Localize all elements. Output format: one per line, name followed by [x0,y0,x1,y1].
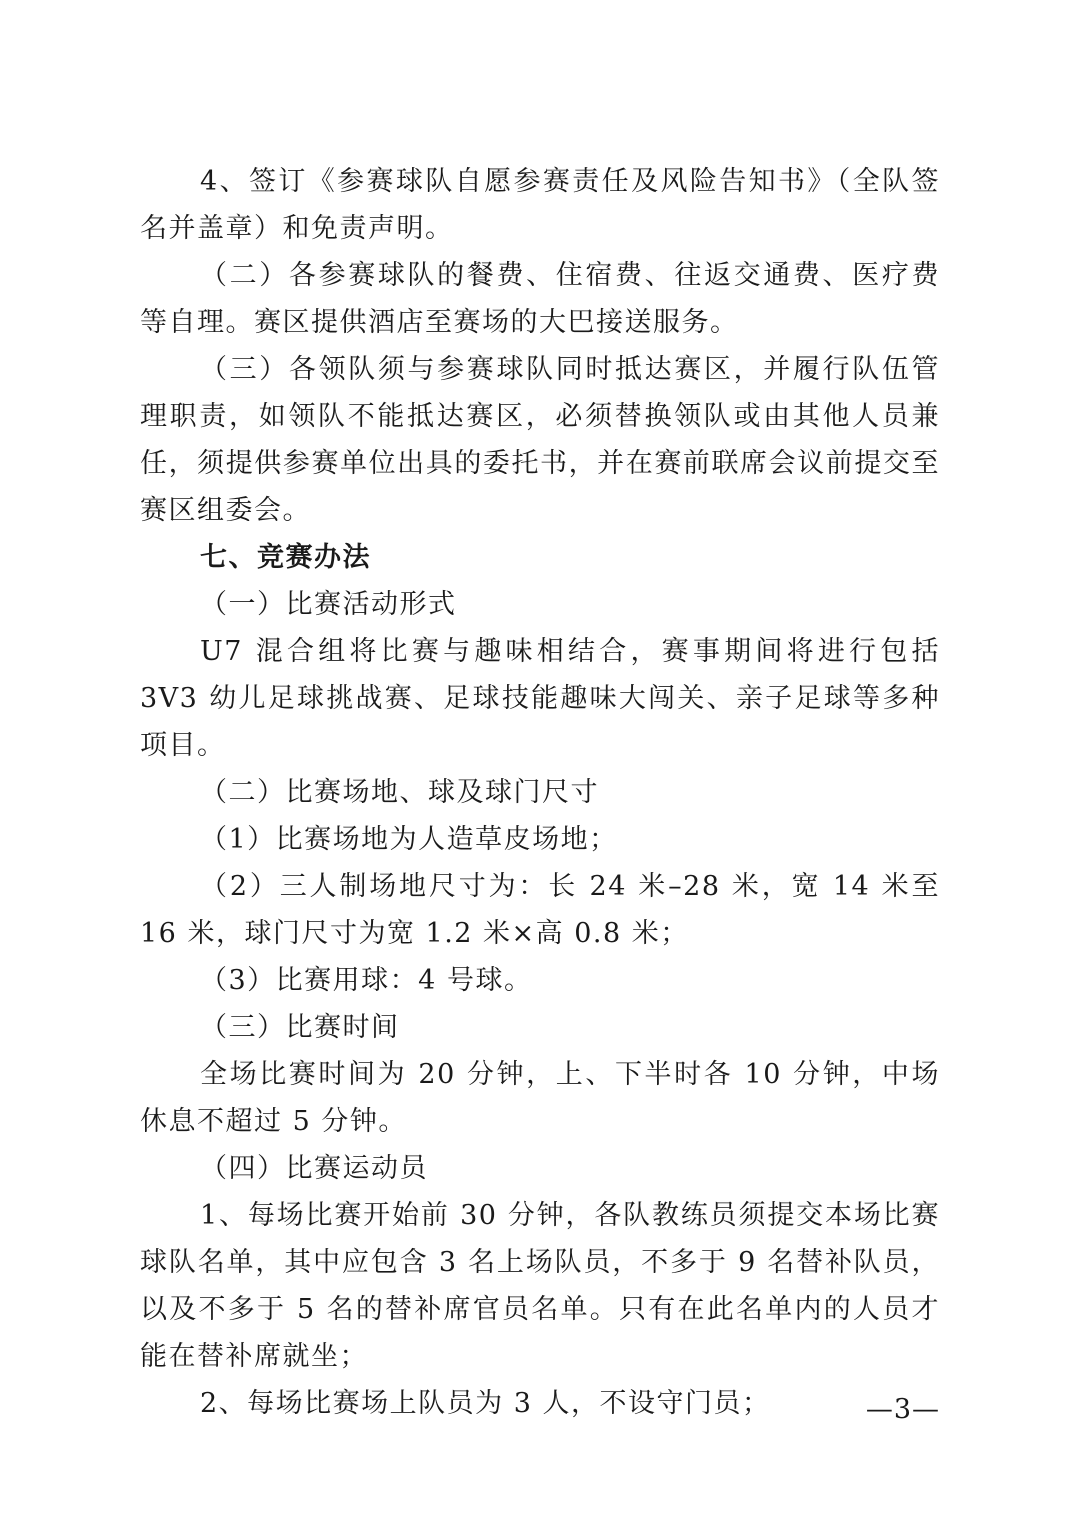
subheading-players: （四）比赛运动员 [200,1153,428,1184]
subheading-field-ball-goal: （二）比赛场地、球及球门尺寸 [200,777,599,808]
subheading-activity-format: （一）比赛活动形式 [200,589,457,620]
section-heading-competition-method: 七、竞赛办法 [200,542,371,573]
page-number: —3— [865,1394,940,1425]
paragraph-u7-format: U7 混合组将比赛与趣味相结合，赛事期间将进行包括 3V3 幼儿足球挑战赛、足球技能趣味大闯关、亲子足球等多种项目。 [140,636,940,761]
paragraph-players-on-field: 2、每场比赛场上队员为 3 人，不设守门员； [200,1388,771,1419]
document-body [140,158,940,1427]
paragraph-match-duration: 全场比赛时间为 20 分钟，上、下半时各 10 分钟，中场休息不超过 5 分钟。 [140,1059,940,1137]
paragraph-field-size: （2）三人制场地尺寸为：长 24 米–28 米，宽 14 米至 16 米，球门尺寸为宽 1.2 米×高 0.8 米； [140,871,940,949]
subheading-match-time: （三）比赛时间 [200,1012,400,1043]
paragraph-section-2: （二）各参赛球队的餐费、住宿费、往返交通费、医疗费等自理。赛区提供酒店至赛场的大巴接送服务。 [140,260,940,338]
paragraph-section-3: （三）各领队须与参赛球队同时抵达赛区，并履行队伍管理职责，如领队不能抵达赛区，必须替换领队或由其他人员兼任，须提供参赛单位出具的委托书，并在赛前联席会议前提交至赛区组委会。 [140,354,940,526]
paragraph-ball-size: （3）比赛用球：4 号球。 [200,965,533,996]
paragraph-team-list: 1、每场比赛开始前 30 分钟，各队教练员须提交本场比赛球队名单，其中应包含 3 名上场队员，不多于 9 名替补队员，以及不多于 5 名的替补席官员名单。只有在此名单内的人员才能在替补席就坐； [140,1200,940,1372]
paragraph-field-type: （1）比赛场地为人造草皮场地； [200,824,618,855]
paragraph-clause-4: 4、签订《参赛球队自愿参赛责任及风险告知书》（全队签名并盖章）和免责声明。 [140,166,940,244]
